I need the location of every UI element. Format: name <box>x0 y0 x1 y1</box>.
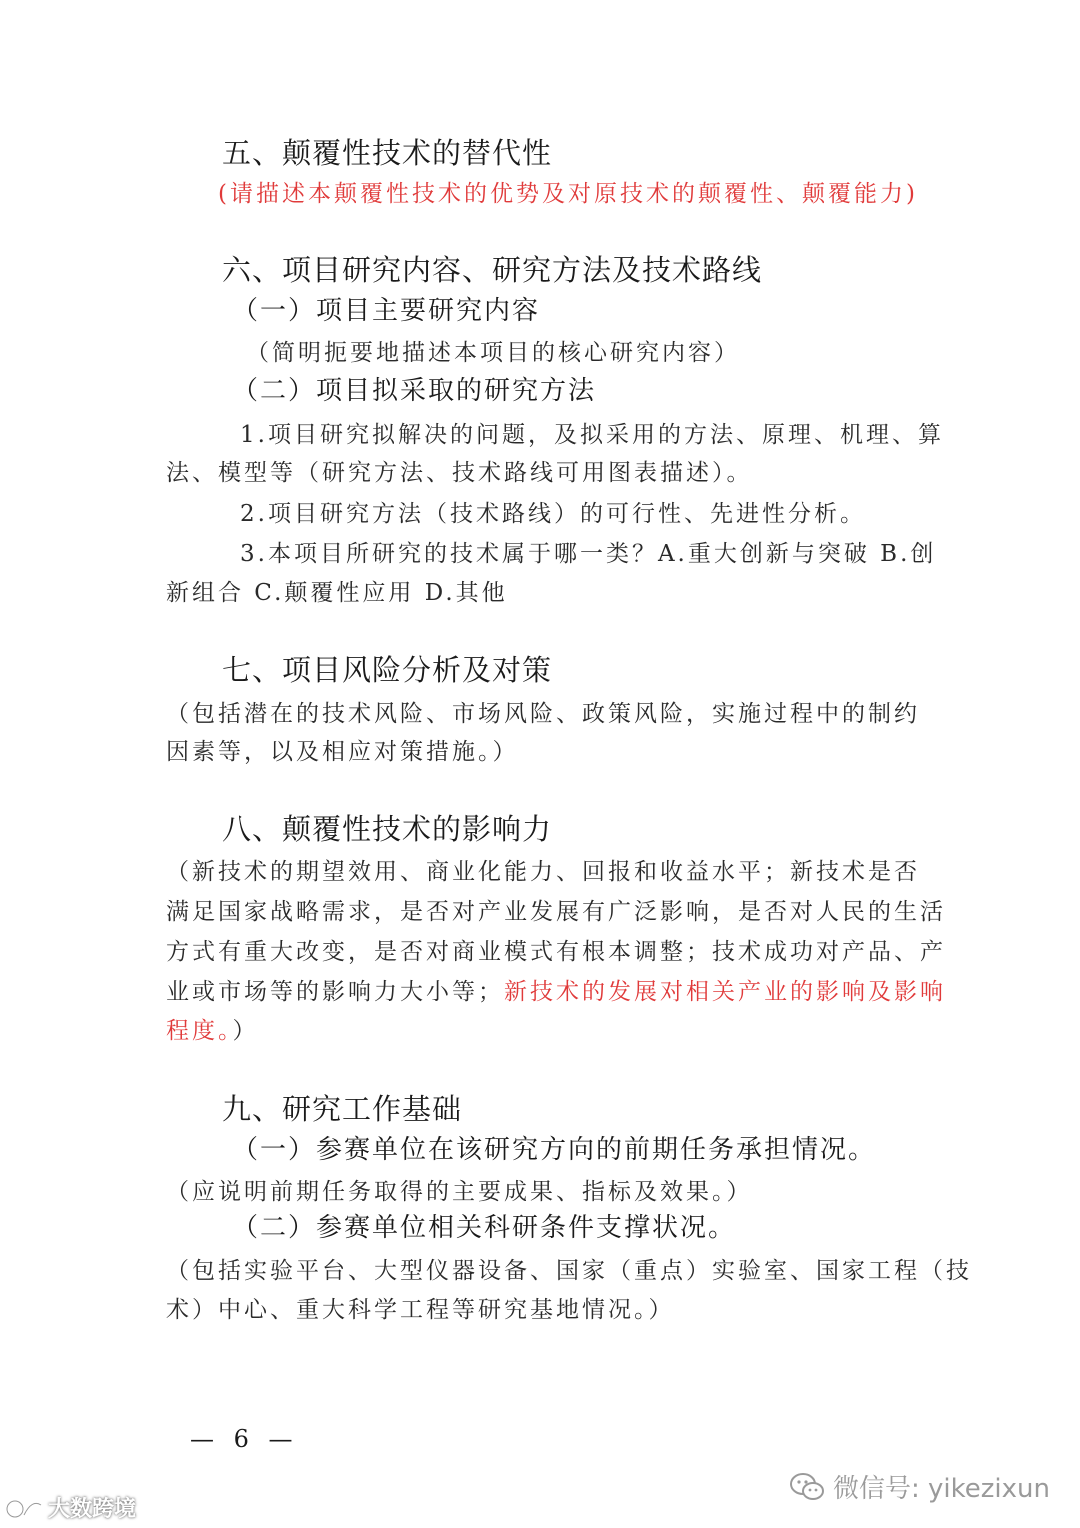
section-6-subheading-1: （一）项目主要研究内容 <box>232 296 541 326</box>
brand-logo-icon <box>4 1495 44 1521</box>
section-9-sub2-note-line-2: 术）中心、重大科学工程等研究基地情况。） <box>166 1297 675 1323</box>
section-6-item-2: 2.项目研究方法（技术路线）的可行性、先进性分析。 <box>240 501 866 527</box>
section-8-note-line-4 <box>166 981 946 1004</box>
section-8-heading: 八、颠覆性技术的影响力 <box>222 812 553 846</box>
section-6-item-1-line-1: 1.项目研究拟解决的问题，及拟采用的方法、原理、机理、算 <box>240 422 944 448</box>
section-5-heading: 五、颠覆性技术的替代性 <box>222 136 553 170</box>
section-9-heading: 九、研究工作基础 <box>222 1092 463 1126</box>
section-8-note-line-5-black: ） <box>232 1018 259 1044</box>
section-6-heading: 六、项目研究内容、研究方法及技术路线 <box>222 253 763 287</box>
brand-watermark <box>4 1492 136 1523</box>
section-6-sub1-note: （简明扼要地描述本项目的核心研究内容） <box>246 340 740 366</box>
section-8-note-line-4-black: 业或市场等的影响力大小等； <box>166 979 504 1005</box>
brand-text: 大数跨境 <box>48 1497 137 1522</box>
section-6-subheading-2: （二）项目拟采取的研究方法 <box>232 376 597 406</box>
wechat-id-text: 微信号: yikezixun <box>833 1474 1050 1504</box>
section-5-note: (请描述本颠覆性技术的优势及对原技术的颠覆性、颠覆能力) <box>218 181 918 207</box>
section-7-note-line-1: （包括潜在的技术风险、市场风险、政策风险，实施过程中的制约 <box>166 701 920 727</box>
section-6-item-3-line-2: 新组合 C.颠覆性应用 D.其他 <box>166 580 508 606</box>
section-8-note-line-3: 方式有重大改变，是否对商业模式有根本调整；技术成功对产品、产 <box>166 939 946 965</box>
section-6-item-3-line-1: 3.本项目所研究的技术属于哪一类？A.重大创新与突破 B.创 <box>240 541 937 567</box>
section-8-note-line-5-red: 程度。 <box>166 1018 233 1044</box>
section-6-item-1-line-2: 法、模型等（研究方法、技术路线可用图表描述）。 <box>166 460 753 486</box>
wechat-icon <box>789 1472 825 1502</box>
section-8-note-line-5 <box>166 1020 259 1043</box>
section-9-sub1-note: （应说明前期任务取得的主要成果、指标及效果。） <box>166 1179 753 1205</box>
section-8-note-line-2: 满足国家战略需求，是否对产业发展有广泛影响，是否对人民的生活 <box>166 899 946 925</box>
section-8-note-line-4-red: 新技术的发展对相关产业的影响及影响 <box>504 979 946 1005</box>
section-9-sub2-note-line-1: （包括实验平台、大型仪器设备、国家（重点）实验室、国家工程（技 <box>166 1258 972 1284</box>
page-number: — 6 — <box>190 1425 299 1453</box>
wechat-watermark <box>789 1468 1050 1505</box>
section-7-heading: 七、项目风险分析及对策 <box>222 653 553 687</box>
section-8-note-line-1: （新技术的期望效用、商业化能力、回报和收益水平；新技术是否 <box>166 859 920 885</box>
section-9-subheading-1: （一）参赛单位在该研究方向的前期任务承担情况。 <box>232 1135 877 1165</box>
section-7-note-line-2: 因素等，以及相应对策措施。） <box>166 739 519 765</box>
section-9-subheading-2: （二）参赛单位相关科研条件支撑状况。 <box>232 1213 737 1243</box>
